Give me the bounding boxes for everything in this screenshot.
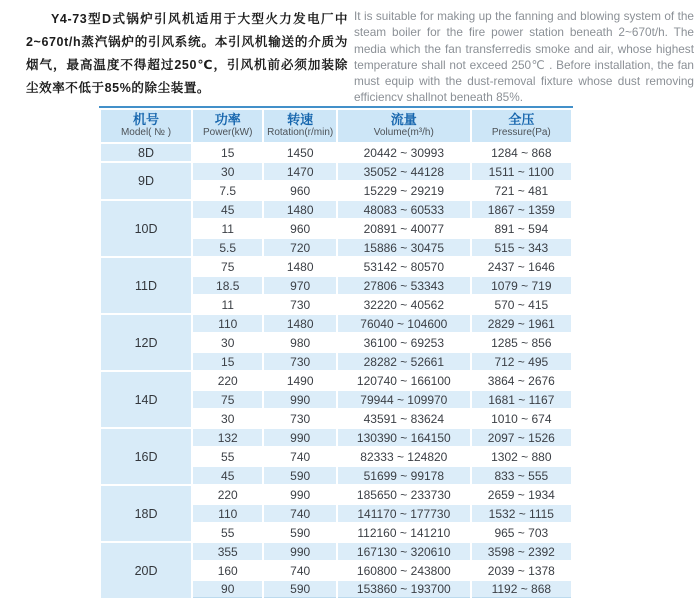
value-cell: 28282 ~ 52661 xyxy=(338,353,470,370)
table-row xyxy=(101,144,571,161)
value-cell: 721 ~ 481 xyxy=(472,182,571,199)
column-header-1 xyxy=(193,110,262,142)
value-cell: 2659 ~ 1934 xyxy=(472,486,571,503)
value-cell: 160 xyxy=(193,562,262,579)
value-cell: 1450 xyxy=(264,144,336,161)
value-cell: 2039 ~ 1378 xyxy=(472,562,571,579)
value-cell: 90 xyxy=(193,581,262,598)
value-cell: 82333 ~ 124820 xyxy=(338,448,470,465)
table-row xyxy=(101,315,571,332)
table-row xyxy=(101,486,571,503)
value-cell: 1480 xyxy=(264,315,336,332)
value-cell: 120740 ~ 166100 xyxy=(338,372,470,389)
column-header-en: Pressure(Pa) xyxy=(491,127,551,138)
value-cell: 730 xyxy=(264,410,336,427)
value-cell: 55 xyxy=(193,448,262,465)
value-cell: 27806 ~ 53343 xyxy=(338,277,470,294)
column-header-en: Rotation(r/min) xyxy=(267,127,334,138)
model-cell: 8D xyxy=(101,144,191,161)
value-cell: 15 xyxy=(193,353,262,370)
value-cell: 36100 ~ 69253 xyxy=(338,334,470,351)
value-cell: 740 xyxy=(264,448,336,465)
value-cell: 1532 ~ 1115 xyxy=(472,505,571,522)
value-cell: 18.5 xyxy=(193,277,262,294)
value-cell: 2829 ~ 1961 xyxy=(472,315,571,332)
value-cell: 1867 ~ 1359 xyxy=(472,201,571,218)
value-cell: 53142 ~ 80570 xyxy=(338,258,470,275)
value-cell: 1480 xyxy=(264,258,336,275)
column-header-en: Power(kW) xyxy=(203,127,253,138)
value-cell: 20891 ~ 40077 xyxy=(338,220,470,237)
value-cell: 720 xyxy=(264,239,336,256)
value-cell: 110 xyxy=(193,505,262,522)
value-cell: 132 xyxy=(193,429,262,446)
value-cell: 730 xyxy=(264,296,336,313)
table-row xyxy=(101,543,571,560)
value-cell: 11 xyxy=(193,220,262,237)
value-cell: 740 xyxy=(264,562,336,579)
model-cell: 10D xyxy=(101,201,191,256)
value-cell: 15 xyxy=(193,144,262,161)
value-cell: 1302 ~ 880 xyxy=(472,448,571,465)
spec-table-body xyxy=(101,144,571,598)
value-cell: 11 xyxy=(193,296,262,313)
column-header-0 xyxy=(101,110,191,142)
model-cell: 18D xyxy=(101,486,191,541)
value-cell: 990 xyxy=(264,543,336,560)
spec-table-header xyxy=(101,110,571,142)
value-cell: 960 xyxy=(264,220,336,237)
column-header-cn: 机号 xyxy=(133,112,160,127)
value-cell: 130390 ~ 164150 xyxy=(338,429,470,446)
value-cell: 1284 ~ 868 xyxy=(472,144,571,161)
value-cell: 712 ~ 495 xyxy=(472,353,571,370)
value-cell: 2097 ~ 1526 xyxy=(472,429,571,446)
value-cell: 160800 ~ 243800 xyxy=(338,562,470,579)
value-cell: 15229 ~ 29219 xyxy=(338,182,470,199)
value-cell: 185650 ~ 233730 xyxy=(338,486,470,503)
column-header-3 xyxy=(338,110,470,142)
table-row xyxy=(101,201,571,218)
column-header-4 xyxy=(472,110,571,142)
header-row xyxy=(101,110,571,142)
value-cell: 220 xyxy=(193,372,262,389)
value-cell: 30 xyxy=(193,334,262,351)
model-cell: 12D xyxy=(101,315,191,370)
value-cell: 20442 ~ 30993 xyxy=(338,144,470,161)
value-cell: 1480 xyxy=(264,201,336,218)
value-cell: 141170 ~ 177730 xyxy=(338,505,470,522)
value-cell: 35052 ~ 44128 xyxy=(338,163,470,180)
value-cell: 167130 ~ 320610 xyxy=(338,543,470,560)
value-cell: 833 ~ 555 xyxy=(472,467,571,484)
value-cell: 75 xyxy=(193,391,262,408)
column-header-en: Volume(m³/h) xyxy=(373,127,434,138)
intro-paragraph-chinese: Y4-73型D式锅炉引风机适用于大型火力发电厂中2~670t/h蒸汽锅炉的引风系统。本引风机输送的介质为烟气，最高温度不得超过250℃，引风机前必须加装除尘效率不低于85%的除尘装置。 xyxy=(26,12,348,95)
model-cell: 16D xyxy=(101,429,191,484)
value-cell: 980 xyxy=(264,334,336,351)
value-cell: 990 xyxy=(264,486,336,503)
value-cell: 590 xyxy=(264,581,336,598)
value-cell: 730 xyxy=(264,353,336,370)
table-row xyxy=(101,429,571,446)
value-cell: 76040 ~ 104600 xyxy=(338,315,470,332)
model-cell: 11D xyxy=(101,258,191,313)
column-header-2 xyxy=(264,110,336,142)
value-cell: 48083 ~ 60533 xyxy=(338,201,470,218)
value-cell: 1192 ~ 868 xyxy=(472,581,571,598)
value-cell: 990 xyxy=(264,429,336,446)
spec-table-container xyxy=(99,106,573,600)
column-header-cn: 全压 xyxy=(508,112,535,127)
value-cell: 990 xyxy=(264,391,336,408)
value-cell: 1511 ~ 1100 xyxy=(472,163,571,180)
value-cell: 3864 ~ 2676 xyxy=(472,372,571,389)
value-cell: 43591 ~ 83624 xyxy=(338,410,470,427)
value-cell: 45 xyxy=(193,201,262,218)
column-header-cn: 功率 xyxy=(214,112,241,127)
value-cell: 112160 ~ 141210 xyxy=(338,524,470,541)
value-cell: 1490 xyxy=(264,372,336,389)
value-cell: 965 ~ 703 xyxy=(472,524,571,541)
value-cell: 15886 ~ 30475 xyxy=(338,239,470,256)
value-cell: 2437 ~ 1646 xyxy=(472,258,571,275)
value-cell: 5.5 xyxy=(193,239,262,256)
value-cell: 590 xyxy=(264,524,336,541)
value-cell: 515 ~ 343 xyxy=(472,239,571,256)
value-cell: 970 xyxy=(264,277,336,294)
value-cell: 220 xyxy=(193,486,262,503)
value-cell: 55 xyxy=(193,524,262,541)
column-header-cn: 转速 xyxy=(287,112,314,127)
value-cell: 1010 ~ 674 xyxy=(472,410,571,427)
value-cell: 45 xyxy=(193,467,262,484)
value-cell: 153860 ~ 193700 xyxy=(338,581,470,598)
value-cell: 1079 ~ 719 xyxy=(472,277,571,294)
value-cell: 355 xyxy=(193,543,262,560)
value-cell: 740 xyxy=(264,505,336,522)
value-cell: 3598 ~ 2392 xyxy=(472,543,571,560)
value-cell: 1681 ~ 1167 xyxy=(472,391,571,408)
table-row xyxy=(101,258,571,275)
value-cell: 960 xyxy=(264,182,336,199)
value-cell: 570 ~ 415 xyxy=(472,296,571,313)
value-cell: 75 xyxy=(193,258,262,275)
spec-table xyxy=(99,108,573,600)
model-cell: 14D xyxy=(101,372,191,427)
intro-paragraph-english: It is suitable for making up the fanning and blowing system of the steam boiler for the fire power station beneath 2~670t/h. The media which the fan transferredis smoke and air, whose highest temperature shall not exceed 250℃ . Before installation, the fan must equip with the dust-removal fixture whose dust removing efficiencv shallnot beneath 85%. xyxy=(354,9,694,105)
value-cell: 51699 ~ 99178 xyxy=(338,467,470,484)
value-cell: 7.5 xyxy=(193,182,262,199)
column-header-cn: 流量 xyxy=(390,112,417,127)
value-cell: 1470 xyxy=(264,163,336,180)
value-cell: 1285 ~ 856 xyxy=(472,334,571,351)
model-cell: 9D xyxy=(101,163,191,199)
table-row xyxy=(101,163,571,180)
value-cell: 891 ~ 594 xyxy=(472,220,571,237)
intro-section xyxy=(0,0,700,104)
value-cell: 110 xyxy=(193,315,262,332)
value-cell: 30 xyxy=(193,410,262,427)
value-cell: 30 xyxy=(193,163,262,180)
model-cell: 20D xyxy=(101,543,191,598)
value-cell: 590 xyxy=(264,467,336,484)
column-header-en: Model( № ) xyxy=(120,127,172,138)
table-row xyxy=(101,372,571,389)
value-cell: 79944 ~ 109970 xyxy=(338,391,470,408)
value-cell: 32220 ~ 40562 xyxy=(338,296,470,313)
